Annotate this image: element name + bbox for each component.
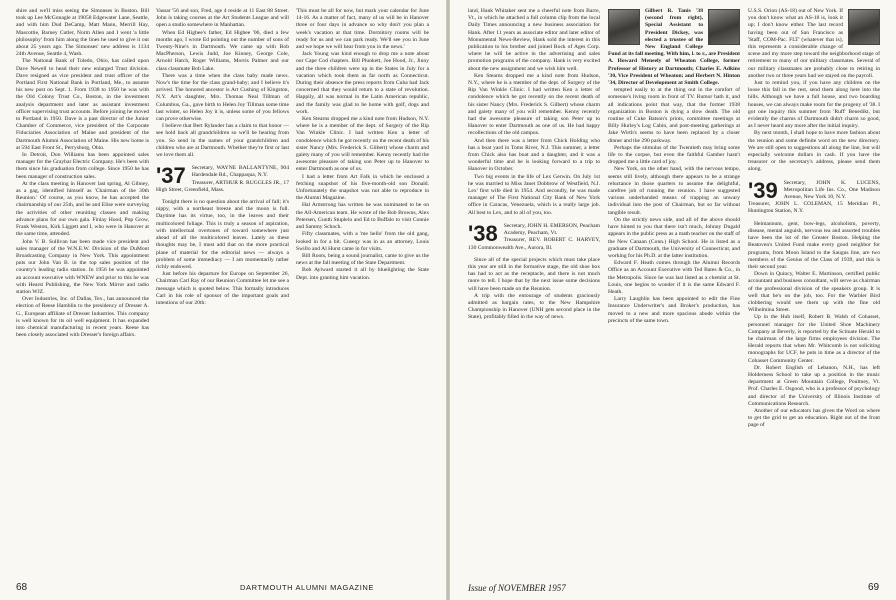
paragraph: New York, on the other hand, with the nervous tempo, seems still lively, although there appears to be a strange reluctance in those quarters to assume the delightful, carefree job of running the reunion. I have suggested various underhanded means of trapping an unwary individual into the post of Chairman, but so far without tangible result.	[608, 166, 740, 216]
paragraph: Down in Quincy, Walter E. Martinson, certified public accountant and business consultant, will serve as chairman of the professional division of the speakers group. It is well that he's on the job, too. For the Warbler Bird clobbering would see them up with the fine old Wilhelmina Street.	[748, 271, 880, 314]
paragraph: Two big events in the life of Lex Gerwin. On July 1st he was married to Miss Janet Dobbrow of Westfield, N.J. Lex' first wife died in 1954. And secondly, he was made manager of The First National City Bank of New York office in Caracas, Venezuela, which is a really large job. All best to Lex, and to all of you, too.	[468, 173, 600, 216]
paragraph: Perhaps the stimulus of the Twentieth may bring some life to the corpse, but even the faithful Gamber hasn't dropped me a little card of joy.	[608, 144, 740, 166]
page-number: 69	[868, 582, 880, 593]
class-secretary: Secretary, WAYNE BALLANTYNE, 904 Hardendale Rd., Chappaqua, N.Y.	[191, 165, 289, 179]
paragraph: land, Hank Whitaker sent me a cheerful note from Barre, Vt., in which he attached a full column clip from the local Daily Times announcing a new business association for Hank. After 11 years as associate editor and later editor of Monumental News-Review, Hank sold the interest in this publication to his brother and joined Rock of Ages Corp. where he will be active in the advertising and sales promotion programs of the company. Hank is very excited about the new assignment and we wish him well.	[468, 8, 600, 72]
left-column-1	[16, 8, 149, 576]
paragraph: There was a time when the class baby made news. Now's the time for the class grand-baby; and I believe it's arrived. The honored ancestor is Art Cushing of Kingston, N.Y. Art's daughter, Mrs. Thomas Neal Tillman of Columbus, Ga., gave birth to Helen Joy Tillman some time last winter, so Helen Joy it is, unless some of you fellows can prove otherwise.	[156, 72, 289, 123]
paragraph: Since all of the special projects which must take place this year are still in the formative stage, the old shoe box has had to act as the receptacle, and there is not much more to tell. I hope that by the next issue some decisions will have been made on the Reunion.	[468, 256, 600, 292]
left-column-2	[156, 8, 289, 576]
paragraph: Hal Armstrong has written he was nominated to be on the All-American team. He wrote of the Bob Browns, Alex Petersen, Gunth Stuplein and Ed to Buffalo to visit Connie and Sammy Schoch.	[296, 202, 429, 231]
paragraph: I had a letter from Art Falk in which he enclosed a fetching snapshot of his five-month-old son Donald. Unfortunately the snapshot was not able to reproduce in the Alumni Magazine.	[296, 173, 429, 202]
paragraph: On the strictly news side, and all of the above should have hinted to you that there isn't much, Johnny Dugald appears in the public press as a math teacher on the staff of the New Canaan (Conn.) High School. He is listed as a graduate of Dartmouth, the University of Connecticut, and working for his Ph.D. at the latter institution.	[608, 216, 740, 259]
paragraph: Heimannum, gent, bow-legs, alcoholism, poverty, disease, mental anguish, nervous tea and assorted troubles have been the lot of the Greater Boston. Helping the Beatoven's United Fund make every good neighbor for programs, from Moon Island to the Saugus line, are two members of the Genius of the Class of 1939, and this is their second year.	[748, 220, 880, 270]
class-year: '39	[748, 177, 778, 203]
class-heading-1939	[748, 177, 880, 216]
right-column-2	[608, 8, 740, 576]
paragraph: Just before his departure for Europe on September 26, Chairman Carl Ray of our Reunion Committee let me see a message which is quoted below. This formally introduces Carl in his role of sponsor of the important goals and intentions of our 20th:	[156, 271, 289, 306]
right-column-3	[748, 8, 880, 576]
photo-caption: Gilbert R. Tanis '38 (second from right), Special Assistant to President Dickey, was elected a trustee of the New England College Fund at its fall meeting. With him, l. to r., are President A. Howard Meneely of Wheaton College, former Professor of History at Dartmouth; Charles E. Adkins '30, Vice President of Wheaton; and Herbert N. Hinton '34, Director of Development at Smith College.	[608, 8, 740, 87]
paragraph: When Ed Higbee's father, Ed Higbee '06, died a few months ago, I wrote Ed pointing out the number of sons of Twenty-Nine's in Dartmouth. We came up with Bob MacPherson, Lewis Judd, Joe Kinney, George Cole, Arnold Hatch, Roger Williams, Morris Palmer and our class classmate Bob Lake.	[156, 29, 289, 72]
class-year: '37	[156, 163, 186, 189]
class-secretary: Secretary, JOHN H. EMERSON, Peacham Academy, Peacham, Vt.	[503, 222, 600, 237]
class-secretary: Secretary, JOHN K. LUCENS, Metropolitan Life Ins. Co., One Madison Avenue, New York 10, N.Y.	[783, 179, 880, 201]
page-number: 68	[16, 582, 28, 593]
paragraph: shire and we'll miss seeing the Simonses in Boston. Bill took up Lee McGonagle at 19058 Edgewater Lane, Seattle, and with him Dud DeCamp, Matt Mann, Merrill Hay, Mascottie, Barney Cutler, Norm Allen and I went 'a little philosophy' from him along the lines he used to give it out about 25 years ago. The Simonses' new address is 1134 24th Avenue, Seattle 4, Wash.	[16, 8, 149, 58]
class-treasurer: Treasurer, ARTHUR R. RUGGLES JR., 17 High Street, Greenfield, Mass.	[156, 179, 289, 193]
paragraph: Larry Laughlin has been appointed to edit the Fine Insurance Underwriter's and Broker's production, has moved to a new and more spacious abode within the precincts of the same town.	[608, 296, 740, 324]
paragraph: Jack Young was kind enough to drop me a note about our Cape Cod chapters. Bill Plunkett, Joe Hood, Jr., Jinny and the three children were up in the States in July for a vacation which took them as far north as Connecticut. During their absence the press reports from Cuba had Jack concerned that they would return to a state of revolution. Happily, all was normal in the Latin American republic, and the family was glad to be home with golf, dogs and work.	[296, 51, 429, 115]
paragraph: Ken Stearns dropped me a kind note from Hudson, N.Y. where he is a member of the dept. of Surgery of the Rip Van Winkle Clinic. I had written Ken a letter of condolence which he got recently on the recent death of his sister Nancy (Mrs. Frederick S. Gilbert) whose charm and gaiety many of you will remember. Kenny recently had the awesome pleasure of taking son Peter up to Hanover to enter Dartmouth as one of us.	[296, 116, 429, 173]
paragraph: Up in the Hub itself, Robert B. Walsh of Cohasset, personnel manager for the United Shoe Machinery Company at Beverly, is reported by the Scituate Herald to be chairman of the large firms employees division. The Herald reports that when Mr. Whitcomb is not soliciting monographs for UCF, he puts in time as a director of the Cohasset Community Center.	[748, 314, 880, 364]
footer-magazine-title: DARTMOUTH ALUMNI MAGAZINE	[240, 583, 375, 592]
paragraph: A trip with the entourage of students graciously admitted as bargain rates, to the New Hampshire Championship in Hanover (UNH gets second place in the State), profitably filled in the way of news.	[468, 292, 600, 321]
paragraph: Bill Roots, being a sound journalist, came to give us the news at the fall meeting of the State Department.	[296, 252, 429, 267]
class-treasurer: Treasurer, REV. ROBERT C. HARVEY, 130 Commonwealth Ave., Aurora, Ill.	[468, 237, 600, 251]
class-heading-1937	[156, 165, 289, 194]
paragraph: Dr. Robert English of Lebanon, N.H., has left Holderness School to take up a position in the music department at Green Mountain College, Poultney, Vt. Prof. Charles E. Osgood, who is a professor of psychology and director of the University of Illinois Institute of Communications Research.	[748, 364, 880, 407]
photo	[708, 9, 740, 45]
paragraph: The National Bank of Toledo, Ohio, has called upon Dave Newell to head their new enlarged Trust division. Dave resigned as vice president and trust officer of the Portland First National Bank in Portland, Me., to assume his new post on Sept. 1. From 1938 to 1950 he was with the Old Colony Trust Co., Boston, in the investment analysis department and later as assistant investment officer supervising trust accounts. Before joining he moved to Portland in 1950. Dave is a past director of the Junior Chamber of Commerce, vice president of the Corporate Fiduciaries Association of Maine and president of the Dartmouth Alumni Association of Maine. His new home is at 594 East Front St., Perrysburg, Ohio.	[16, 58, 149, 151]
paragraph: Over Industries, Inc. of Dallas, Tex., has announced the election of Reese Hamblin to the presidency of Dresser A. G., European affiliate of Dresser Industries. This company is well known for its oil well equipment. It has expanded into chemical manufacturing in recent years. Reese has been closely associated with Dresser's foreign affairs.	[16, 296, 149, 339]
paragraph: Vassar '56 and son, Fred, age 4 reside at 11 East 88 Street. John is taking courses at the Art Students League and will open a studio somewhere in Manhattan.	[156, 8, 289, 29]
paragraph: And then there was a letter from Chick Holding who has a boat yard in Toms River, N.J. This summer, a letter from Chick also has boat and a daughter, and it was a wonderful time and he is looking forward to a trip to Hanover in October.	[468, 137, 600, 173]
paragraph: In Detroit, Don Williams has been appointed sales manager for the Graybar Electric Company. He's been with them since his graduation from college. Since 1950 he has been manager of construction sales.	[16, 152, 149, 180]
paragraph: Bob Aylward started it all by bluelighting the State Dept. into granting him vacation.	[296, 267, 429, 281]
left-page	[0, 0, 446, 600]
class-year: '38	[468, 220, 498, 246]
paragraph: Another of our educators has given the Word on where to get the grid to get an education. Right out of the front page of	[748, 407, 880, 429]
left-column-3	[296, 8, 429, 576]
class-treasurer: Treasurer, JOHN L. COLEMAN, 15 Meridian Pl., Huntington Station, N.Y.	[748, 201, 880, 215]
right-page	[450, 0, 896, 600]
paragraph: Ken Stearns dropped me a kind note from Hudson, N.Y., where he is a member of the dept. of Surgery of the Rip Van Winkle Clinic. I had written Ken a letter of condolence which he got recently on the recent death of his sister Nancy (Mrs. Frederick S. Gilbert) whose charm and gaiety many of you will remember. Kenny recently had the awesome pleasure of taking son Peter up to Hanover to enter Dartmouth as one of us. He had happy recollections of the old campus.	[468, 72, 600, 137]
paragraph: At the class meeting in Hanover last spring, Al Gibney, as a gag, identified himself as 'Chairman of the 30th Reunion.' Of course, as you know, he has accepted the chairmanship of our 25th, and he and Elise were surveying the activities of other reuniting classes and making advance plans for our own gala. Finlay Hood, Pop Grow, Frank Weston, Kirk Liggett and I, who were in Hanover at the same time, attended.	[16, 180, 149, 238]
photo	[848, 9, 880, 45]
paragraph: By next month, I shall hope to have more fashion about the reunion and some definite word on the new directory. We are still open to suggestions all along the line, but will especially welcome dollars in cash. If you have the treasurer or the secretary's address, please send them along.	[748, 130, 880, 173]
paragraph: 'This must be all for now, but mark your calendar for June 14-16. As a matter of fact, many of us will be in Hanover three or four days in advance so why don't you plan a week's vacation at that time. Dormitory rooms will be ready for us and we can park ready. We'll see you in June and we hope we will hear from you in the news.'	[296, 8, 429, 51]
paragraph: Edward F. Heath comes through the Alumni Records Office as an Account Executive with Ted Bates & Co., in the Metropolis. Since he was last listed as a chemist at St. Louis, one begins to wonder if it is the same Edward F. Heath.	[608, 260, 740, 295]
paragraph: Tonight there is no question about the arrival of fall; it's nippy, with a northeast breeze and the moon is full. Daytime has its virtue, too, in the leaves and their multicolored foliage. This is truly a season of aspiration, with intellectual overtones of toward somewhere just ahead of all the multicolored leaves. Lately as these thoughts may be, I must add that on the more practical plane of material for the editorial news — always a problem of some immediacy — I am momentarily rather richly endowed.	[156, 199, 289, 270]
paragraph: Fifty classmates, with a 'me hello' from the old gang, looked in for a bit. Cuseqy was in as an attorney, Louis Swillo and Al Hurst came in for visits.	[296, 231, 429, 252]
class-heading-1938	[468, 220, 600, 252]
paragraph: Just to remind you, if you have any children on the loose this fall in the rest, send them along here into the hills. Although we have a full house, and two boarding houses, we can always make room for the progeny of '38. I got one inquiry this summer from 'Ruff' Benedikt, but evidently the charms of Dartmouth didn't charm so good, as I never heard any more after the initial inquiry.	[748, 80, 880, 130]
paragraph: tempted easily to at the thing out in the comfort of someone's living room in front of TV. Rumor hath it, and all indications point that way, that the former 1938 organization in Boston is dying a slow death. The old routine of Cuke Batson's prints, committee meetings at Billy Hurley's Log Cabin, and post-meeting gatherings at Jake Wirth's seems to have been replaced by a closer dinner and the 290 parkway.	[608, 87, 740, 144]
paragraph: I believe that Bert Rylander has a claim to that honor — see hold back all grandchildren so we'll be hearing from you. So send in the names of your grandchildren and children who are at Dartmouth. Whether they're first or last we love them all.	[156, 123, 289, 159]
right-column-1	[468, 8, 600, 576]
paragraph: U.S.S. Orion (AS-18) out of New York. If you don't know what an AS-18 is, look it up; I don't know either. The last record having been out of San Francisco as 'Staff, COM-Pac. FLT' (whatever that is), this represents a considerable change of scene and my more step toward the neighborhood stage of retirement to many of our military classmates. Several of our military classmates are probably close to retiring in another two or three years had we stayed on the payroll.	[748, 8, 880, 79]
paragraph: John V. B. Sullivan has been made vice president and sales manager of the W.N.E.W. Division of the DuMont Broadcasting Company in New York. This appointment puts our John Van B. in the top sales position of the country's leading radio station. In 1956 he was appointed an account executive with WNEW and prior to this he was with Hearst Publishing, the New York Mirror and radio station WJZ.	[16, 238, 149, 295]
footer-issue-date: Issue of NOVEMBER 1957	[468, 583, 566, 593]
photo	[608, 9, 640, 45]
